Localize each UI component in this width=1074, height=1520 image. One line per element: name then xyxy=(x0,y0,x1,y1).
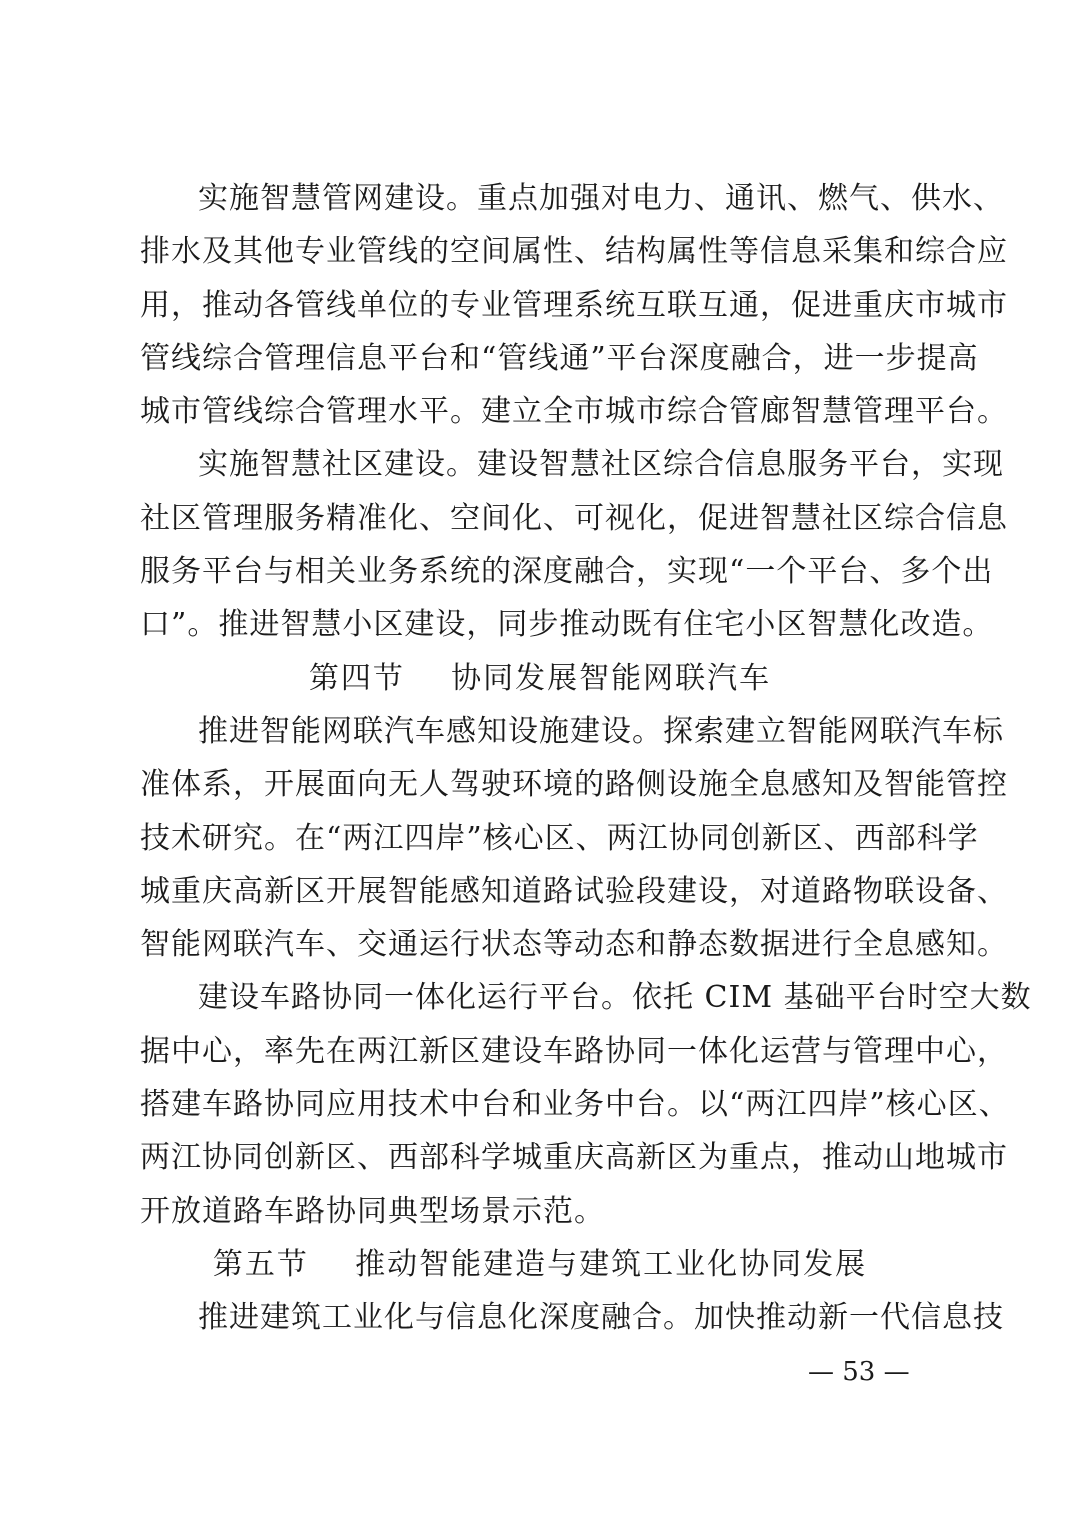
text-line: 用，推动各管线单位的专业管理系统互联互通，促进重庆市城市 xyxy=(140,287,1008,323)
text-line: 推进建筑工业化与信息化深度融合。加快推动新一代信息技 xyxy=(198,1300,1004,1336)
text-line: 社区管理服务精准化、空间化、可视化，促进智慧社区综合信息 xyxy=(140,500,1008,536)
text-line: 排水及其他专业管线的空间属性、结构属性等信息采集和综合应 xyxy=(140,234,1008,270)
paragraph-smart-community xyxy=(140,438,1008,651)
text-line: 管线综合管理信息平台和“管线通”平台深度融合，进一步提高 xyxy=(140,340,979,376)
page-body xyxy=(140,172,1032,1345)
page-number: — 53 — xyxy=(808,1357,910,1387)
text-line: 推进智能网联汽车感知设施建设。探索建立智能网联汽车标 xyxy=(198,713,1004,749)
paragraph-construction-industrialization xyxy=(140,1291,1004,1344)
text-line: 开放道路车路协同典型场景示范。 xyxy=(140,1193,605,1229)
paragraph-connected-vehicle-sensing xyxy=(140,705,1008,971)
paragraph-vehicle-road-platform xyxy=(140,971,1032,1237)
text-line: 智能网联汽车、交通运行状态等动态和静态数据进行全息感知。 xyxy=(140,927,1008,963)
text-line: 准体系，开展面向无人驾驶环境的路侧设施全息感知及智能管控 xyxy=(140,767,1008,803)
text-line: 城重庆高新区开展智能感知道路试验段建设，对道路物联设备、 xyxy=(140,873,1008,909)
paragraph-smart-pipeline xyxy=(140,172,1008,438)
section-heading-5: 第五节 推动智能建造与建筑工业化协同发展 xyxy=(212,1246,868,1282)
text-line: 城市管线综合管理水平。建立全市城市综合管廊智慧管理平台。 xyxy=(140,394,1008,430)
text-line: 实施智慧社区建设。建设智慧社区综合信息服务平台，实现 xyxy=(198,447,1004,483)
text-line: 两江协同创新区、西部科学城重庆高新区为重点，推动山地城市 xyxy=(140,1140,1008,1176)
section-heading-4: 第四节 协同发展智能网联汽车 xyxy=(308,660,772,696)
text-line: 技术研究。在“两江四岸”核心区、两江协同创新区、西部科学 xyxy=(140,820,979,856)
text-line: 据中心，率先在两江新区建设车路协同一体化运营与管理中心， xyxy=(140,1033,1008,1069)
text-line: 实施智慧管网建设。重点加强对电力、通讯、燃气、供水、 xyxy=(198,181,1004,216)
text-line: 建设车路协同一体化运行平台。依托 CIM 基础平台时空大数 xyxy=(198,980,1032,1016)
text-line: 口”。推进智慧小区建设，同步推动既有住宅小区智慧化改造。 xyxy=(140,607,994,643)
text-line: 搭建车路协同应用技术中台和业务中台。以“两江四岸”核心区、 xyxy=(140,1087,1010,1123)
text-line: 服务平台与相关业务系统的深度融合，实现“一个平台、多个出 xyxy=(140,554,994,590)
